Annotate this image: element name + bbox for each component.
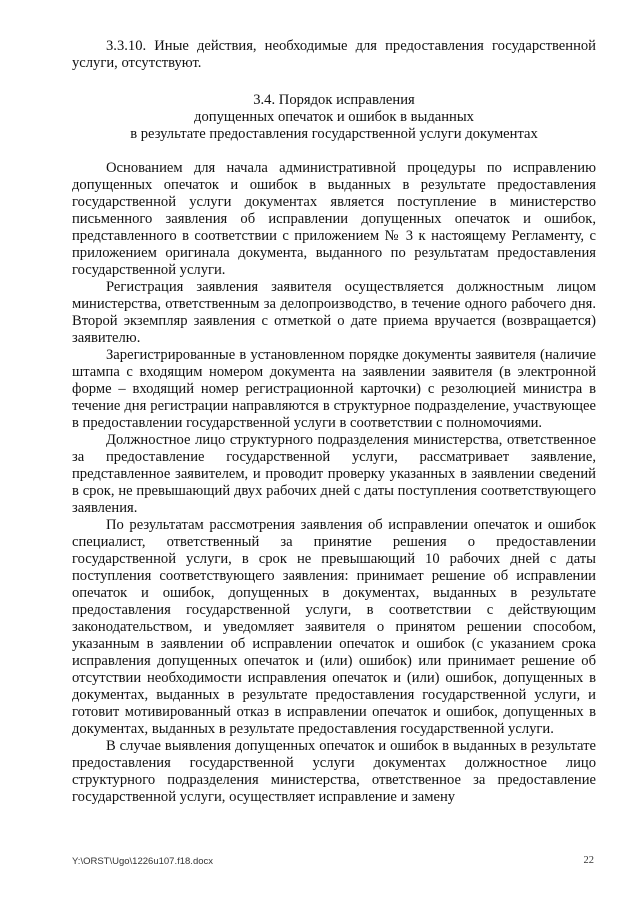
intro-paragraph: 3.3.10. Иные действия, необходимые для предоставления государственной услуги, отсутствуют.: [72, 38, 596, 71]
heading-line: в результате предоставления государственной услуги документах: [130, 126, 538, 142]
section-heading: [72, 92, 596, 143]
body-paragraph: В случае выявления допущенных опечаток и ошибок в выданных в результате предоставления государственной услуги документах должностное лицо структурного подразделения министерства, ответственное за предоставление государственной услуги, осуществляет исправление и замену: [72, 738, 596, 805]
heading-line: допущенных опечаток и ошибок в выданных: [194, 109, 474, 125]
body-paragraph: Должностное лицо структурного подразделения министерства, ответственное за предоставление государственной услуги, рассматривает заявление, представленное заявителем, и проводит проверку указанных в заявлении сведений в срок, не превышающий двух рабочих дней с даты поступления соответствующего заявления.: [72, 432, 596, 516]
body-paragraph: Зарегистрированные в установленном порядке документы заявителя (наличие штампа с входящим номером документа на заявлении заявителя (в электронной форме – входящий номер регистрационной карточки) с резолюцией министра в течение дня регистрации направляются в структурное подразделение, участвующее в предоставлении государственной услуги в соответствии с полномочиями.: [72, 347, 596, 431]
body-paragraph: Основанием для начала административной процедуры по исправлению допущенных опечаток и ошибок в выданных в результате предоставления государственной услуги документах является поступление в министерство письменного заявления об исправлении допущенных опечаток и ошибок, представленного в соответствии с приложением № 3 к настоящему Регламенту, с приложением оригинала документа, выданного по результатам предоставления государственной услуги.: [72, 160, 596, 278]
section-body: [72, 160, 596, 806]
page-number: 22: [583, 855, 594, 866]
footer-file-path: Y:\ORST\Ugo\1226u107.f18.docx: [72, 856, 214, 867]
body-paragraph: По результатам рассмотрения заявления об исправлении опечаток и ошибок специалист, ответственный за принятие решения о предоставлении государственной услуги, в срок не превышающий 10 рабочих дней с даты поступления соответствующего заявления: принимает решение об исправлении опечаток и ошибок, допущенных в документах, выданных в результате предоставления государственной услуги, в соответствии с действующим законодательством, и уведомляет заявителя о принятом решении способом, указанным в заявлении об исправлении опечаток и ошибок (с указанием срока исправления допущенных опечаток и (или) ошибок) или принимает решение об отсутствии необходимости исправления опечаток и (или) ошибок, допущенных в документах, выданных в результате предоставления государственной услуги, и готовит мотивированный отказ в исправлении опечаток и ошибок, допущенных в документах, выданных в результате предоставления государственной услуги.: [72, 517, 596, 737]
body-paragraph: Регистрация заявления заявителя осуществляется должностным лицом министерства, ответственным за делопроизводство, в течение одного рабочего дня. Второй экземпляр заявления с отметкой о дате приема вручается (возвращается) заявителю.: [72, 279, 596, 346]
heading-line: 3.4. Порядок исправления: [253, 92, 415, 108]
